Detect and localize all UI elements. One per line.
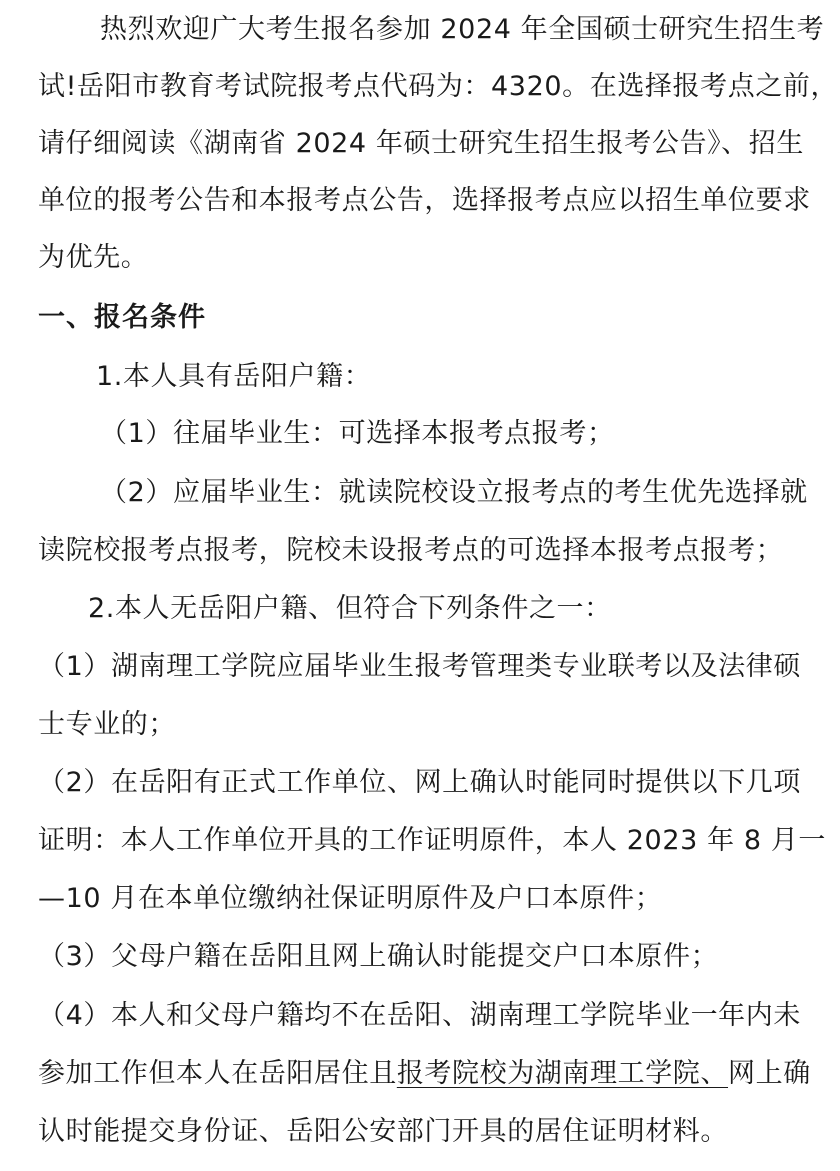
intro-line-5: 为优先。: [38, 242, 149, 273]
underlined-school-text: 报考院校为湖南理工学院、: [396, 1058, 729, 1089]
intro-line-4: 单位的报考公告和本报考点公告，选择报考点应以招生单位要求: [38, 185, 811, 216]
condition-2-item-4-line-2-end: 网上确: [728, 1058, 811, 1089]
intro-line-1: 热烈欢迎广大考生报名参加 2024 年全国硕士研究生招生考: [100, 14, 825, 45]
condition-1-title: 1.本人具有岳阳户籍：: [96, 361, 372, 392]
condition-2-item-2-line-2: 证明：本人工作单位开具的工作证明原件，本人 2023 年 8 月一: [38, 825, 827, 856]
condition-1-item-2-line-1: （2）应届毕业生：就读院校设立报考点的考生优先选择就: [100, 477, 808, 508]
condition-2-item-2-line-1: （2）在岳阳有正式工作单位、网上确认时能同时提供以下几项: [38, 767, 801, 798]
condition-2-title: 2.本人无岳阳户籍、但符合下列条件之一：: [88, 593, 612, 624]
intro-line-2: 试!岳阳市教育考试院报考点代码为：4320。在选择报考点之前，: [38, 71, 839, 102]
condition-1-item-2-line-2: 读院校报考点报考，院校未设报考点的可选择本报考点报考；: [38, 535, 784, 566]
condition-2-item-4-line-2-start: 参加工作但本人在岳阳居住且: [38, 1058, 397, 1089]
condition-2-item-4-line-3: 认时能提交身份证、岳阳公安部门开具的居住证明材料。: [38, 1116, 728, 1147]
condition-2-item-3: （3）父母户籍在岳阳且网上确认时能提交户口本原件；: [38, 941, 719, 972]
condition-2-item-4-line-2: [38, 1054, 811, 1094]
condition-2-item-2-line-3: —10 月在本单位缴纳社保证明原件及户口本原件；: [38, 883, 663, 914]
section-title: 一、报名条件: [38, 302, 206, 333]
condition-1-item-1: （1）往届毕业生：可选择本报考点报考；: [100, 418, 615, 449]
condition-2-item-1-line-2: 士专业的；: [38, 709, 176, 740]
condition-2-item-4-line-1: （4）本人和父母户籍均不在岳阳、湖南理工学院毕业一年内未: [38, 1000, 801, 1031]
intro-line-3: 请仔细阅读《湖南省 2024 年硕士研究生招生报考公告》、招生: [38, 128, 804, 159]
condition-2-item-1-line-1: （1）湖南理工学院应届毕业生报考管理类专业联考以及法律硕: [38, 651, 801, 682]
